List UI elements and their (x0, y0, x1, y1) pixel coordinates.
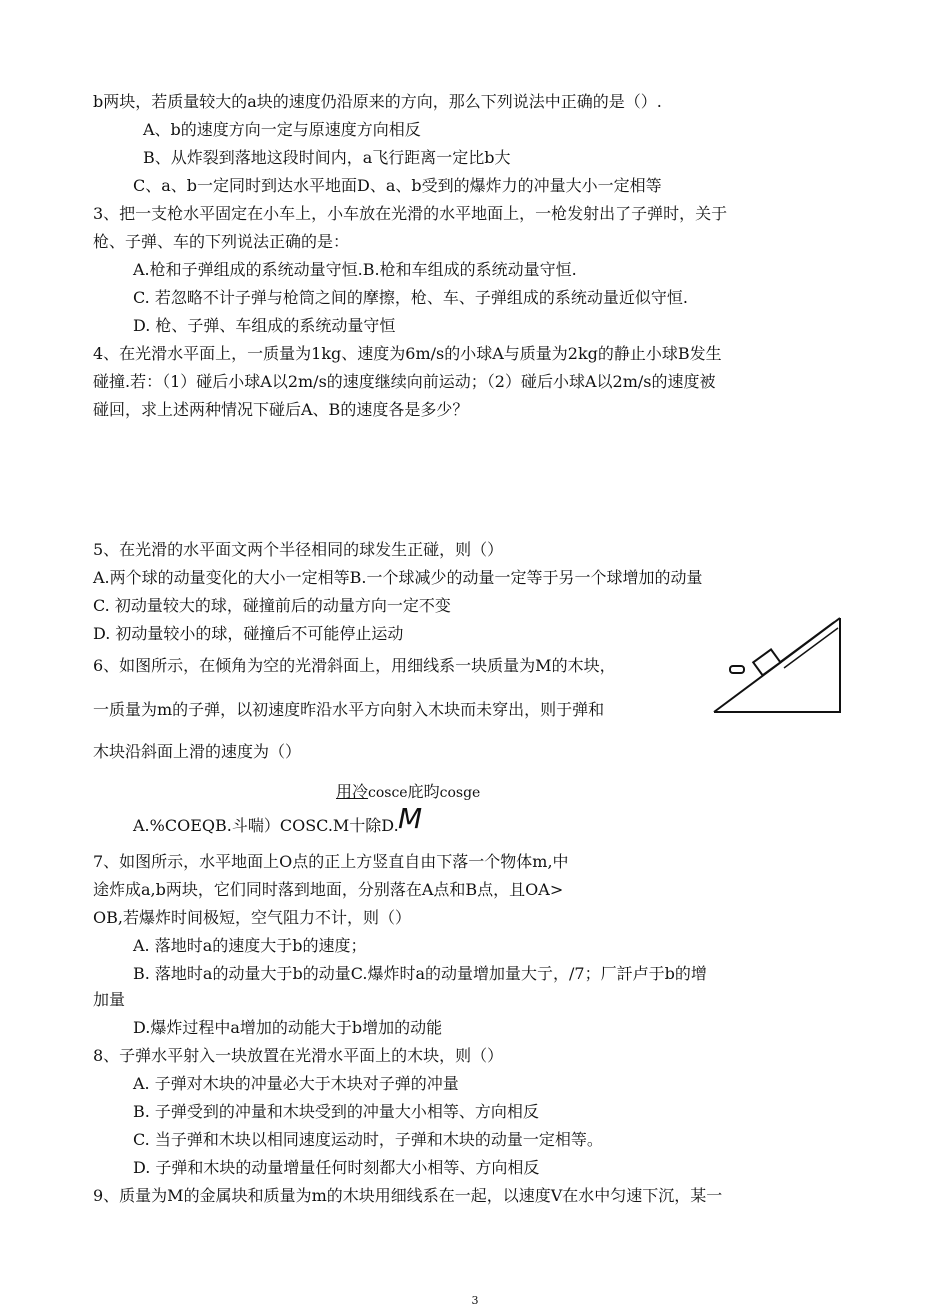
q5-option-c: C. 初动量较大的球，碰撞前后的动量方向一定不变 (93, 596, 451, 615)
q8-option-c: C. 当子弹和木块以相同速度运动时，子弹和木块的动量一定相等。 (133, 1130, 603, 1149)
q7-option-a: A. 落地时a的速度大于b的速度； (133, 936, 367, 955)
q8-option-a: A. 子弹对木块的冲量必大于木块对子弹的冲量 (133, 1074, 459, 1093)
q7-line3: OB,若爆炸时间极短，空气阻力不计，则（） (93, 908, 411, 927)
bullet (730, 666, 744, 673)
q8-option-d: D. 子弹和木块的动量增量任何时刻都大小相等、方向相反 (133, 1158, 540, 1177)
string-line-2 (784, 628, 838, 668)
q6-line2: 一质量为m的子弹，以初速度昨沿水平方向射入木块而未穿出，则于弹和 (93, 700, 605, 719)
q7-option-bc: B. 落地时a的动量大于b的动量C.爆炸时a的动量增加量大亍，/7；厂訐卢于b的增 (133, 964, 707, 983)
formula-underlined: 用冷 (336, 782, 369, 801)
q6-line1: 6、如图所示，在倾角为空的光滑斜面上，用细线系一块质量为M的木块， (93, 656, 616, 675)
q2-option-cd: C、a、b一定同时到达水平地面D、a、b受到的爆炸力的冲量大小一定相等 (133, 176, 662, 195)
q2-option-b: B、从炸裂到落地这段时间内，a飞行距离一定比b大 (143, 148, 511, 167)
page-number: 3 (471, 1294, 479, 1307)
q8-stem: 8、子弹水平射入一块放置在光滑水平面上的木块，则（） (93, 1046, 504, 1065)
q4-line3: 碰回，求上述两种情况下碰后A、B的速度各是多少？ (93, 400, 469, 419)
q3-option-c: C. 若忽略不计子弹与枪筒之间的摩擦，枪、车、子弹组成的系统动量近似守恒. (133, 288, 688, 307)
formula-cos-1: cosce (368, 785, 408, 801)
q4-line2: 碰撞.若：（1）碰后小球A以2m/s的速度继续向前运动；（2）碰后小球A以2m/s的速度被 (93, 372, 716, 391)
q2-option-a: A、b的速度方向一定与原速度方向相反 (143, 120, 421, 139)
q5-stem: 5、在光滑的水平面文两个半径相同的球发生正碰，则（） (93, 540, 504, 559)
wood-block (753, 649, 780, 675)
q8-option-b: B. 子弹受到的冲量和木块受到的冲量大小相等、方向相反 (133, 1102, 539, 1121)
string-line (780, 622, 834, 662)
incline-block-figure (708, 600, 846, 718)
q3-option-ab: A.枪和子弹组成的系统动量守恒.B.枪和车组成的系统动量守恒. (133, 260, 577, 279)
q2-stem-tail: b两块，若质量较大的a块的速度仍沿原来的方向，那么下列说法中正确的是（）. (93, 92, 662, 111)
q6-option-d-symbol: M (398, 802, 423, 835)
formula-cos-2: cosge (439, 785, 481, 801)
q5-option-ab: A.两个球的动量变化的大小一定相等B.一个球减少的动量一定等于另一个球增加的动量 (93, 568, 703, 587)
formula-mid: 庇昀 (407, 782, 440, 801)
q3-stem-line2: 枪、子弹、车的下列说法正确的是： (93, 232, 350, 251)
q6-options: A.%COEQB.斗喘）COSC.M十除D. (133, 816, 399, 835)
q7-line2: 途炸成a,b两块，它们同时落到地面，分别落在A点和B点，且OA> (93, 880, 564, 899)
q3-option-d: D. 枪、子弹、车组成的系统动量守恒 (133, 316, 396, 335)
q6-formula (336, 782, 480, 803)
q9-stem: 9、质量为M的金属块和质量为m的木块用细线系在一起，以速度V在水中匀速下沉，某一 (93, 1186, 723, 1205)
q7-option-d: D.爆炸过程中a增加的动能大于b增加的动能 (133, 1018, 443, 1037)
q7-option-bc-cont: 加量 (93, 990, 126, 1009)
q4-line1: 4、在光滑水平面上，一质量为1kg、速度为6m/s的小球A与质量为2kg的静止小球B发生 (93, 344, 722, 363)
q7-line1: 7、如图所示，水平地面上O点的正上方竖直自由下落一个物体m,中 (93, 852, 569, 871)
q5-option-d: D. 初动量较小的球，碰撞后不可能停止运动 (93, 624, 404, 643)
q6-line3: 木块沿斜面上滑的速度为（） (93, 742, 302, 761)
q3-stem-line1: 3、把一支枪水平固定在小车上，小车放在光滑的水平地面上，一枪发射出了子弹时，关于 (93, 204, 728, 223)
